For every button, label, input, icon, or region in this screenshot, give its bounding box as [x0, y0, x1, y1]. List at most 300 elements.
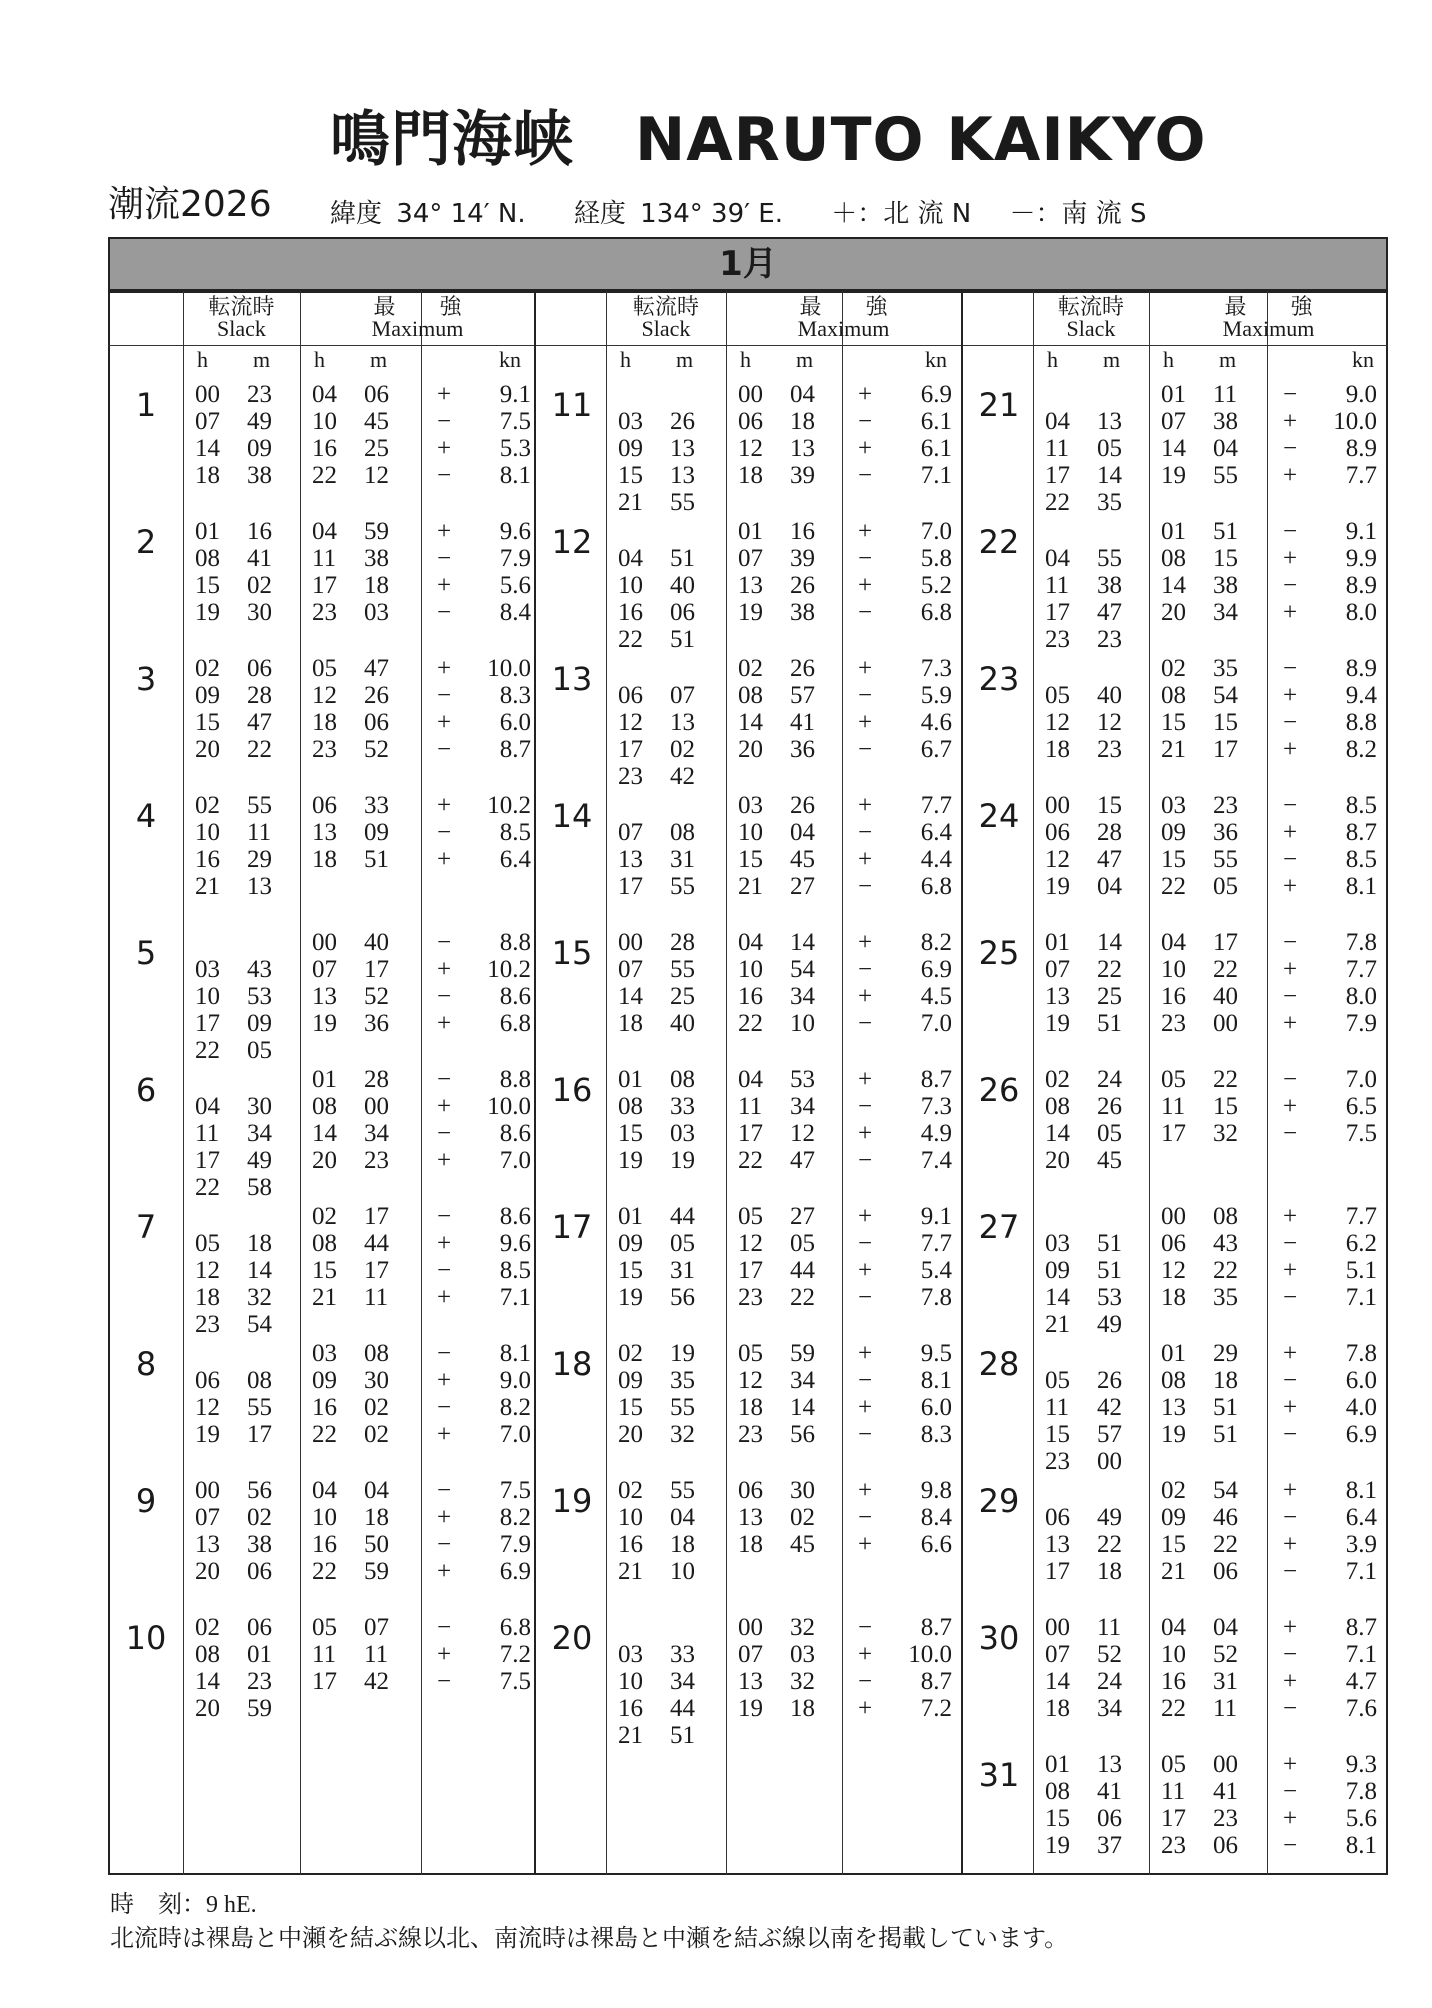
slack-minute: 49	[1097, 1504, 1122, 1531]
max-speed: 4.9	[920, 1120, 952, 1147]
flow-direction: −	[858, 1093, 873, 1120]
slack-minute: 34	[1097, 1695, 1122, 1722]
flow-direction: −	[858, 736, 873, 763]
max-hour: 23	[1161, 1832, 1186, 1859]
slack-hour: 14	[1045, 1120, 1070, 1147]
max-speed: 7.0	[920, 1010, 952, 1037]
max-speed: 9.6	[499, 1230, 531, 1257]
slack-minute: 06	[247, 1614, 272, 1641]
max-speed: 6.8	[499, 1010, 531, 1037]
max-minute: 30	[364, 1367, 389, 1394]
max-minute: 07	[364, 1614, 389, 1641]
max-minute: 17	[1213, 736, 1238, 763]
slack-hour: 10	[195, 983, 220, 1010]
slack-minute: 35	[670, 1367, 695, 1394]
page-title: 鳴門海峡 NARUTO KAIKYO	[330, 105, 1207, 175]
max-minute: 38	[1213, 408, 1238, 435]
unit-minute: m	[253, 347, 271, 372]
flow-direction: −	[1283, 655, 1298, 682]
max-speed: 8.8	[1345, 709, 1377, 736]
slack-hour: 20	[195, 736, 220, 763]
slack-header: 転流時	[1057, 294, 1124, 319]
max-hour: 16	[1161, 983, 1186, 1010]
slack-hour: 08	[1045, 1778, 1070, 1805]
column-rule	[726, 291, 727, 1875]
slack-minute: 13	[1097, 1751, 1122, 1778]
slack-minute: 38	[1097, 572, 1122, 599]
max-speed: 8.8	[499, 1066, 531, 1093]
max-hour: 06	[1161, 1230, 1186, 1257]
flow-direction: +	[1283, 545, 1298, 572]
slack-minute: 43	[247, 956, 272, 983]
slack-hour: 04	[195, 1093, 220, 1120]
day-number: 5	[135, 934, 157, 972]
slack-hour: 19	[618, 1284, 643, 1311]
flow-direction: +	[1283, 1477, 1298, 1504]
max-minute: 11	[364, 1641, 389, 1668]
slack-hour: 01	[1045, 929, 1070, 956]
flow-direction: −	[437, 462, 452, 489]
slack-hour: 14	[195, 435, 220, 462]
slack-minute: 13	[670, 462, 695, 489]
slack-minute: 11	[1097, 1614, 1122, 1641]
max-hour: 02	[738, 655, 763, 682]
slack-minute: 05	[1097, 435, 1122, 462]
flow-direction: −	[858, 1284, 873, 1311]
slack-hour: 12	[618, 709, 643, 736]
slack-minute: 10	[670, 1558, 695, 1585]
max-speed: 5.6	[499, 572, 531, 599]
flow-direction: −	[437, 1340, 452, 1367]
max-minute: 23	[1213, 1805, 1238, 1832]
day-number: 9	[135, 1482, 157, 1520]
unit-hour: h	[197, 347, 208, 372]
max-minute: 35	[1213, 655, 1238, 682]
max-speed: 8.0	[1345, 599, 1377, 626]
max-hour: 22	[1161, 1695, 1186, 1722]
flow-direction: −	[1283, 1778, 1298, 1805]
slack-hour: 19	[195, 1421, 220, 1448]
slack-minute: 06	[1097, 1805, 1122, 1832]
max-speed: 8.7	[1345, 819, 1377, 846]
slack-hour: 02	[195, 1614, 220, 1641]
slack-minute: 42	[670, 763, 695, 790]
flow-direction: −	[1283, 1284, 1298, 1311]
max-hour: 08	[312, 1093, 337, 1120]
max-minute: 16	[790, 518, 815, 545]
slack-minute: 49	[247, 408, 272, 435]
slack-minute: 47	[1097, 599, 1122, 626]
max-hour: 18	[312, 709, 337, 736]
slack-minute: 18	[247, 1230, 272, 1257]
slack-hour: 22	[195, 1037, 220, 1064]
max-hour: 17	[1161, 1120, 1186, 1147]
slack-minute: 33	[670, 1641, 695, 1668]
slack-hour: 06	[195, 1367, 220, 1394]
slack-minute: 13	[1097, 408, 1122, 435]
max-hour: 22	[312, 462, 337, 489]
day-number: 31	[978, 1756, 1020, 1794]
slack-hour: 02	[618, 1340, 643, 1367]
max-speed: 4.4	[920, 846, 952, 873]
flow-direction: +	[437, 792, 452, 819]
flow-direction: +	[437, 846, 452, 873]
slack-minute: 31	[670, 1257, 695, 1284]
max-speed: 8.6	[499, 1120, 531, 1147]
column-rule	[421, 291, 422, 1875]
max-speed: 7.7	[1345, 956, 1377, 983]
max-minute: 06	[364, 709, 389, 736]
slack-minute: 26	[1097, 1367, 1122, 1394]
flow-direction: +	[437, 1010, 452, 1037]
flow-direction: −	[1283, 792, 1298, 819]
slack-hour: 08	[1045, 1093, 1070, 1120]
flow-direction: +	[1283, 1340, 1298, 1367]
slack-hour: 09	[195, 682, 220, 709]
slack-minute: 24	[1097, 1066, 1122, 1093]
flow-direction: +	[858, 983, 873, 1010]
flow-direction: −	[858, 408, 873, 435]
slack-minute: 18	[1097, 1558, 1122, 1585]
flow-direction: −	[1283, 846, 1298, 873]
slack-hour: 15	[195, 572, 220, 599]
slack-hour: 17	[195, 1147, 220, 1174]
slack-hour: 17	[1045, 462, 1070, 489]
flow-direction: +	[858, 1477, 873, 1504]
unit-minute: m	[1103, 347, 1121, 372]
max-speed: 8.9	[1345, 655, 1377, 682]
day-number: 4	[135, 797, 157, 835]
max-speed: 7.0	[1345, 1066, 1377, 1093]
max-minute: 03	[364, 599, 389, 626]
slack-hour: 16	[195, 846, 220, 873]
max-hour: 21	[1161, 1558, 1186, 1585]
max-speed: 7.1	[1345, 1558, 1377, 1585]
max-hour: 18	[738, 1394, 763, 1421]
max-minute: 23	[1213, 792, 1238, 819]
slack-hour: 16	[618, 1695, 643, 1722]
slack-hour: 10	[195, 819, 220, 846]
max-hour: 22	[738, 1010, 763, 1037]
slack-minute: 49	[247, 1147, 272, 1174]
max-minute: 11	[1213, 1695, 1238, 1722]
max-minute: 06	[1213, 1832, 1238, 1859]
slack-minute: 23	[247, 1668, 272, 1695]
max-hour: 23	[312, 736, 337, 763]
day-number: 18	[551, 1345, 593, 1383]
max-minute: 17	[364, 956, 389, 983]
max-hour: 09	[1161, 1504, 1186, 1531]
max-speed: 5.9	[920, 682, 952, 709]
slack-hour: 05	[1045, 1367, 1070, 1394]
max-hour: 22	[312, 1421, 337, 1448]
max-speed: 9.1	[920, 1203, 952, 1230]
flow-direction: −	[858, 599, 873, 626]
max-speed: 6.1	[920, 408, 952, 435]
max-hour: 05	[1161, 1751, 1186, 1778]
flow-direction: +	[1283, 1093, 1298, 1120]
flow-direction: +	[1283, 819, 1298, 846]
flow-direction: +	[1283, 736, 1298, 763]
slack-minute: 55	[670, 956, 695, 983]
slack-minute: 05	[1097, 1120, 1122, 1147]
flow-direction: +	[858, 709, 873, 736]
slack-minute: 14	[1097, 462, 1122, 489]
max-speed: 6.9	[1345, 1421, 1377, 1448]
max-hour: 22	[738, 1147, 763, 1174]
max-minute: 36	[364, 1010, 389, 1037]
slack-minute: 06	[247, 655, 272, 682]
day-number: 20	[551, 1619, 593, 1657]
slack-hour: 18	[195, 462, 220, 489]
max-speed: 6.9	[920, 956, 952, 983]
slack-minute: 59	[247, 1695, 272, 1722]
max-speed: 9.1	[499, 381, 531, 408]
slack-minute: 55	[247, 792, 272, 819]
flow-direction: −	[437, 408, 452, 435]
slack-hour: 20	[195, 1695, 220, 1722]
flow-direction: +	[437, 381, 452, 408]
slack-minute: 51	[1097, 1257, 1122, 1284]
max-speed: 7.5	[499, 1477, 531, 1504]
slack-minute: 16	[247, 518, 272, 545]
max-speed: 8.6	[499, 983, 531, 1010]
max-minute: 42	[364, 1668, 389, 1695]
flow-direction: +	[437, 1230, 452, 1257]
max-hour: 15	[738, 846, 763, 873]
max-minute: 23	[364, 1147, 389, 1174]
slack-hour: 07	[195, 1504, 220, 1531]
max-speed: 8.7	[920, 1066, 952, 1093]
slack-header: 転流時	[208, 294, 275, 319]
slack-hour: 11	[1045, 435, 1070, 462]
max-speed: 8.5	[499, 1257, 531, 1284]
slack-minute: 42	[1097, 1394, 1122, 1421]
slack-minute: 26	[670, 408, 695, 435]
flow-direction: +	[1283, 956, 1298, 983]
day-number: 12	[551, 523, 593, 561]
max-hour: 22	[312, 1558, 337, 1585]
slack-minute: 03	[670, 1120, 695, 1147]
slack-minute: 09	[247, 435, 272, 462]
flow-direction: +	[1283, 1257, 1298, 1284]
flow-direction: +	[858, 929, 873, 956]
slack-hour: 18	[1045, 736, 1070, 763]
slack-hour: 03	[195, 956, 220, 983]
max-minute: 40	[1213, 983, 1238, 1010]
max-speed: 6.7	[920, 736, 952, 763]
slack-minute: 32	[670, 1421, 695, 1448]
max-speed: 8.6	[499, 1203, 531, 1230]
day-number: 16	[551, 1071, 593, 1109]
max-minute: 08	[364, 1340, 389, 1367]
slack-hour: 11	[195, 1120, 220, 1147]
max-hour: 08	[1161, 682, 1186, 709]
slack-hour: 15	[618, 1394, 643, 1421]
flow-direction: −	[437, 599, 452, 626]
max-hour: 22	[1161, 873, 1186, 900]
slack-header: 転流時	[632, 294, 699, 319]
max-speed: 8.9	[1345, 572, 1377, 599]
max-minute: 15	[1213, 709, 1238, 736]
slack-minute: 28	[247, 682, 272, 709]
slack-hour: 14	[195, 1668, 220, 1695]
max-minute: 22	[790, 1284, 815, 1311]
max-minute: 12	[364, 462, 389, 489]
day-number: 1	[135, 386, 157, 424]
flow-direction: −	[858, 956, 873, 983]
flow-direction: −	[858, 1504, 873, 1531]
max-hour: 02	[312, 1203, 337, 1230]
slack-minute: 30	[247, 1093, 272, 1120]
slack-hour: 20	[195, 1558, 220, 1585]
max-speed: 8.2	[499, 1504, 531, 1531]
slack-minute: 05	[247, 1037, 272, 1064]
max-speed: 9.6	[499, 518, 531, 545]
max-hour: 17	[738, 1120, 763, 1147]
slack-minute: 26	[1097, 1093, 1122, 1120]
max-minute: 27	[790, 1203, 815, 1230]
flow-direction: −	[858, 1614, 873, 1641]
max-hour: 05	[312, 655, 337, 682]
max-hour: 10	[738, 956, 763, 983]
max-speed: 8.0	[1345, 983, 1377, 1010]
max-speed: 7.9	[499, 1531, 531, 1558]
max-minute: 04	[1213, 1614, 1238, 1641]
slack-minute: 55	[1097, 545, 1122, 572]
flow-direction: −	[1283, 1230, 1298, 1257]
max-hour: 23	[1161, 1010, 1186, 1037]
max-hour: 17	[738, 1257, 763, 1284]
flow-direction: +	[1283, 462, 1298, 489]
max-speed: 6.4	[499, 846, 531, 873]
slack-hour: 05	[195, 1230, 220, 1257]
max-minute: 39	[790, 462, 815, 489]
max-speed: 8.7	[1345, 1614, 1377, 1641]
slack-minute: 04	[670, 1504, 695, 1531]
max-speed: 8.2	[1345, 736, 1377, 763]
max-hour: 04	[1161, 1614, 1186, 1641]
slack-hour: 19	[1045, 873, 1070, 900]
slack-hour: 20	[618, 1421, 643, 1448]
day-number: 10	[125, 1619, 167, 1657]
slack-hour: 06	[1045, 819, 1070, 846]
max-hour: 13	[1161, 1394, 1186, 1421]
max-hour: 04	[738, 929, 763, 956]
max-hour: 19	[738, 1695, 763, 1722]
slack-hour: 04	[1045, 545, 1070, 572]
max-hour: 13	[738, 572, 763, 599]
slack-minute: 25	[1097, 983, 1122, 1010]
longitude-value: 134° 39′ E.	[640, 199, 783, 229]
max-minute: 35	[1213, 1284, 1238, 1311]
flow-direction: −	[1283, 709, 1298, 736]
max-minute: 03	[790, 1641, 815, 1668]
slack-hour: 22	[195, 1174, 220, 1201]
max-hour: 06	[312, 792, 337, 819]
max-minute: 45	[364, 408, 389, 435]
flow-direction: −	[437, 1257, 452, 1284]
max-hour: 12	[738, 435, 763, 462]
flow-direction: +	[1283, 408, 1298, 435]
max-speed: 6.1	[920, 435, 952, 462]
max-speed: 8.2	[499, 1394, 531, 1421]
max-hour: 09	[312, 1367, 337, 1394]
slack-minute: 13	[670, 435, 695, 462]
flow-direction: +	[437, 1421, 452, 1448]
flow-direction: +	[858, 1394, 873, 1421]
max-minute: 17	[364, 1203, 389, 1230]
flow-direction: +	[858, 435, 873, 462]
flow-direction: −	[858, 873, 873, 900]
flow-direction: +	[858, 572, 873, 599]
slack-minute: 51	[670, 1722, 695, 1749]
slack-minute: 53	[247, 983, 272, 1010]
max-hour: 04	[738, 1066, 763, 1093]
unit-hour: h	[1047, 347, 1058, 372]
flow-direction: +	[437, 956, 452, 983]
day-number: 27	[978, 1208, 1020, 1246]
max-minute: 55	[1213, 462, 1238, 489]
slack-minute: 51	[1097, 1010, 1122, 1037]
max-speed: 8.1	[1345, 873, 1377, 900]
day-number: 19	[551, 1482, 593, 1520]
slack-hour: 10	[618, 572, 643, 599]
flow-direction: −	[437, 1614, 452, 1641]
max-minute: 25	[364, 435, 389, 462]
unit-minute: m	[370, 347, 388, 372]
max-speed: 10.0	[487, 1093, 531, 1120]
max-hour: 11	[738, 1093, 763, 1120]
flow-direction: +	[1283, 1668, 1298, 1695]
max-hour: 12	[312, 682, 337, 709]
unit-minute: m	[796, 347, 814, 372]
max-minute: 47	[790, 1147, 815, 1174]
flow-direction: −	[1283, 435, 1298, 462]
max-speed: 6.8	[920, 873, 952, 900]
max-hour: 05	[312, 1614, 337, 1641]
max-hour: 11	[312, 1641, 337, 1668]
max-speed: 8.1	[499, 462, 531, 489]
max-hour: 19	[1161, 1421, 1186, 1448]
slack-hour: 16	[618, 1531, 643, 1558]
max-hour: 18	[738, 462, 763, 489]
slack-hour: 15	[618, 1257, 643, 1284]
max-speed: 7.8	[1345, 929, 1377, 956]
max-minute: 05	[790, 1230, 815, 1257]
max-minute: 34	[790, 983, 815, 1010]
max-hour: 10	[1161, 956, 1186, 983]
slack-hour: 00	[618, 929, 643, 956]
max-minute: 11	[1213, 381, 1238, 408]
flow-direction: +	[1283, 682, 1298, 709]
day-number: 17	[551, 1208, 593, 1246]
max-hour: 13	[738, 1668, 763, 1695]
max-minute: 54	[1213, 682, 1238, 709]
slack-minute: 56	[247, 1477, 272, 1504]
slack-minute: 45	[1097, 1147, 1122, 1174]
max-minute: 14	[790, 1394, 815, 1421]
slack-minute: 55	[670, 489, 695, 516]
slack-hour: 07	[618, 956, 643, 983]
flow-direction: +	[1283, 599, 1298, 626]
max-hour: 06	[738, 1477, 763, 1504]
slack-minute: 51	[670, 545, 695, 572]
max-minute: 29	[1213, 1340, 1238, 1367]
flow-direction: −	[437, 1477, 452, 1504]
max-hour: 17	[312, 1668, 337, 1695]
slack-hour: 07	[195, 408, 220, 435]
